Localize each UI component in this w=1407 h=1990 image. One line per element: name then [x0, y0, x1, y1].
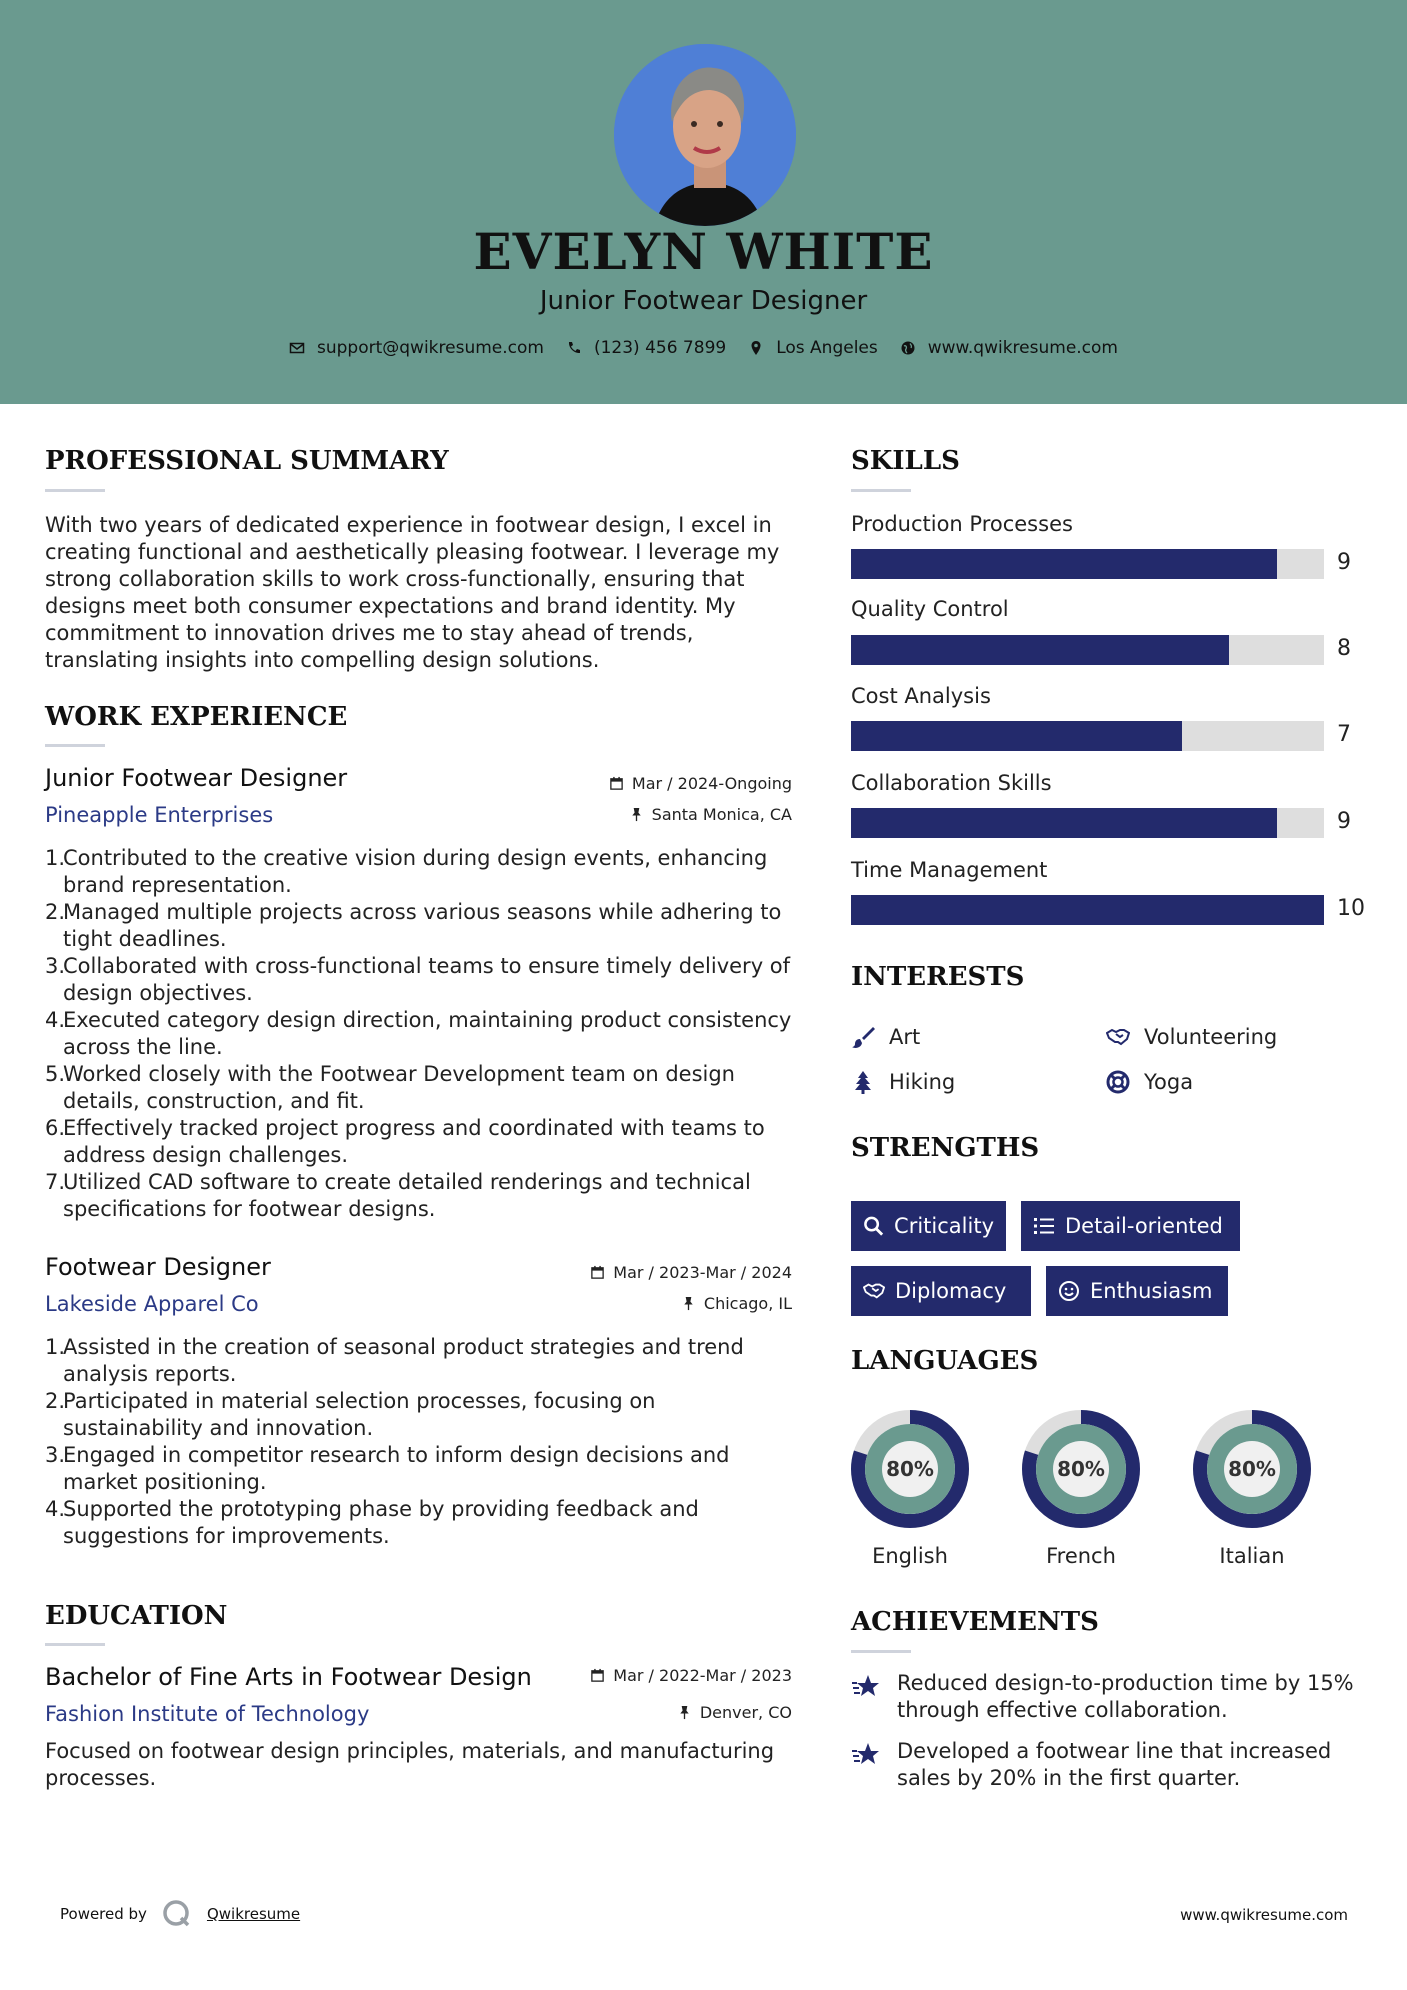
handshake-icon — [863, 1280, 885, 1302]
skills-divider — [851, 489, 911, 492]
list-item — [45, 1007, 795, 1061]
experience-divider — [45, 744, 105, 747]
job-dates — [520, 1263, 792, 1282]
list-item — [45, 1388, 795, 1442]
list-number: 3. — [45, 1443, 66, 1467]
skill-bar — [851, 549, 1324, 579]
list-number: 4. — [45, 1008, 66, 1032]
list-item — [45, 1334, 795, 1388]
job-location — [520, 1294, 792, 1313]
job-company: Pineapple Enterprises — [45, 803, 274, 827]
degree-title: Bachelor of Fine Arts in Footwear Design — [45, 1663, 532, 1691]
interest-label: Hiking — [889, 1070, 956, 1094]
list-item — [45, 953, 795, 1007]
job-title: Footwear Designer — [45, 1253, 271, 1281]
candidate-name: EVELYN WHITE — [473, 222, 934, 281]
skill-bar-fill — [851, 635, 1229, 665]
list-text: Worked closely with the Footwear Development team on design details, construction, and fit. — [63, 1062, 735, 1113]
calendar-icon — [590, 1265, 605, 1280]
contact-location-text: Los Angeles — [776, 338, 878, 358]
skill-label: Collaboration Skills — [851, 771, 1052, 795]
globe-icon — [900, 340, 916, 356]
language-label: French — [1046, 1544, 1116, 1568]
education-dates — [520, 1666, 792, 1685]
strength-chip — [851, 1266, 1031, 1316]
envelope-icon — [289, 340, 305, 356]
skill-value: 10 — [1337, 896, 1365, 921]
handshake-icon — [1106, 1025, 1130, 1049]
list-number: 6. — [45, 1116, 66, 1140]
skill-value: 9 — [1337, 550, 1351, 575]
strength-label: Detail-oriented — [1065, 1214, 1223, 1238]
language-donut — [849, 1408, 971, 1530]
skill-label: Production Processes — [851, 512, 1073, 536]
interest-label: Art — [889, 1025, 921, 1049]
summary-heading: PROFESSIONAL SUMMARY — [45, 446, 449, 476]
paintbrush-icon — [851, 1025, 875, 1049]
strength-label: Criticality — [894, 1214, 994, 1238]
interest-label: Yoga — [1144, 1070, 1194, 1094]
list-number: 4. — [45, 1497, 66, 1521]
interest-item — [851, 1070, 955, 1094]
brand-link[interactable]: Qwikresume — [206, 1905, 301, 1923]
contact-bar — [0, 338, 1407, 358]
job-dates-text: Mar / 2023-Mar / 2024 — [613, 1263, 792, 1282]
skill-value: 9 — [1337, 809, 1351, 834]
list-text: Supported the prototyping phase by providing feedback and suggestions for improvements. — [63, 1497, 699, 1548]
interests-heading: INTERESTS — [851, 962, 1025, 992]
list-text: Effectively tracked project progress and coordinated with teams to address design challenges. — [63, 1116, 765, 1167]
footer-powered-by — [60, 1898, 300, 1930]
contact-phone-text: (123) 456 7899 — [593, 338, 727, 358]
interest-item — [1106, 1070, 1193, 1094]
education-location-text: Denver, CO — [699, 1703, 792, 1722]
list-number: 3. — [45, 954, 66, 978]
school-name: Fashion Institute of Technology — [45, 1702, 370, 1726]
education-location — [520, 1703, 792, 1722]
education-heading: EDUCATION — [45, 1601, 228, 1631]
list-number: 2. — [45, 1389, 66, 1413]
language-label: Italian — [1219, 1544, 1285, 1568]
achievement-item — [851, 1670, 1371, 1724]
map-pin-icon — [748, 340, 764, 356]
portrait-illustration — [614, 44, 796, 226]
skill-label: Cost Analysis — [851, 684, 991, 708]
summary-text: With two years of dedicated experience in footwear design, I excel in creating functional and aesthetically pleasing footwear. I leverage my strong collaboration skills to work cross-functionally, ensuring that designs meet both consumer expectations and brand identity. My commitment to innovation drives me to stay ahead of trends, translating insights into compelling design solutions. — [45, 513, 780, 672]
languages-heading: LANGUAGES — [851, 1346, 1039, 1376]
language-item — [1020, 1408, 1142, 1568]
list-item — [45, 845, 795, 899]
language-item — [1191, 1408, 1313, 1568]
list-text: Participated in material selection processes, focusing on sustainability and innovation. — [63, 1389, 656, 1440]
job-location-text: Santa Monica, CA — [651, 805, 792, 824]
education-text: Focused on footwear design principles, materials, and manufacturing processes. — [45, 1739, 775, 1790]
pushpin-icon — [677, 1705, 692, 1720]
experience-heading: WORK EXPERIENCE — [45, 702, 348, 732]
skill-bar — [851, 721, 1324, 751]
lifering-icon — [1106, 1070, 1130, 1094]
list-text: Contributed to the creative vision during design events, enhancing brand representation. — [63, 846, 768, 897]
list-item — [45, 1496, 795, 1550]
job-title: Junior Footwear Designer — [45, 764, 348, 792]
list-text: Assisted in the creation of seasonal product strategies and trend analysis reports. — [63, 1335, 744, 1386]
strength-chip — [1021, 1201, 1240, 1251]
language-percent: 80% — [1228, 1457, 1276, 1481]
strengths-heading: STRENGTHS — [851, 1133, 1040, 1163]
achievements-divider — [851, 1650, 911, 1653]
list-item — [45, 899, 795, 953]
list-number: 1. — [45, 846, 66, 870]
strength-chip — [851, 1201, 1006, 1251]
phone-icon — [566, 340, 582, 356]
strength-chip — [1046, 1266, 1228, 1316]
language-percent: 80% — [1057, 1457, 1105, 1481]
job-dates-text: Mar / 2024-Ongoing — [631, 774, 792, 793]
achievement-item — [851, 1738, 1371, 1792]
skill-value: 7 — [1337, 722, 1351, 747]
education-dates-text: Mar / 2022-Mar / 2023 — [613, 1666, 792, 1685]
achievement-text: Reduced design-to-production time by 15% through effective collaboration. — [897, 1671, 1354, 1722]
interest-label: Volunteering — [1144, 1025, 1278, 1049]
calendar-icon — [590, 1668, 605, 1683]
avatar — [614, 44, 796, 226]
summary-divider — [45, 489, 105, 492]
star-badge-icon — [851, 1740, 881, 1770]
pushpin-icon — [629, 807, 644, 822]
language-label: English — [872, 1544, 948, 1568]
list-text: Executed category design direction, maintaining product consistency across the line. — [63, 1008, 792, 1059]
contact-website[interactable] — [900, 338, 1118, 358]
job-location-text: Chicago, IL — [703, 1294, 792, 1313]
skills-heading: SKILLS — [851, 446, 960, 476]
list-number: 7. — [45, 1170, 66, 1194]
skill-bar-fill — [851, 808, 1277, 838]
qwikresume-logo-icon — [161, 1898, 193, 1930]
list-item — [45, 1169, 795, 1223]
list-text: Collaborated with cross-functional teams to ensure timely delivery of design objectives. — [63, 954, 791, 1005]
job-bullet-list — [45, 1334, 795, 1550]
list-number: 1. — [45, 1335, 66, 1359]
skill-bar — [851, 895, 1324, 925]
candidate-role: Junior Footwear Designer — [539, 286, 868, 316]
pushpin-icon — [681, 1296, 696, 1311]
list-text: Utilized CAD software to create detailed renderings and technical specifications for footwear designs. — [63, 1170, 751, 1221]
powered-by-text: Powered by — [60, 1905, 147, 1923]
search-icon — [863, 1215, 884, 1237]
language-donut — [1191, 1408, 1313, 1530]
job-bullet-list — [45, 845, 795, 1223]
list-text: Managed multiple projects across various seasons while adhering to tight deadlines. — [63, 900, 782, 951]
contact-email[interactable] — [289, 338, 544, 358]
skill-bar — [851, 635, 1324, 665]
strength-label: Diplomacy — [895, 1279, 1007, 1303]
list-number: 2. — [45, 900, 66, 924]
language-percent: 80% — [886, 1457, 934, 1481]
list-item — [45, 1061, 795, 1115]
interest-item — [851, 1025, 920, 1049]
contact-email-text: support@qwikresume.com — [317, 338, 544, 358]
list-item — [45, 1442, 795, 1496]
calendar-icon — [609, 776, 624, 791]
achievement-text: Developed a footwear line that increased sales by 20% in the first quarter. — [897, 1739, 1332, 1790]
job-dates — [520, 774, 792, 793]
smile-icon — [1058, 1280, 1080, 1302]
contact-phone[interactable] — [566, 338, 726, 358]
skill-bar — [851, 808, 1324, 838]
skill-bar-fill — [851, 895, 1324, 925]
resume-header — [0, 0, 1407, 404]
job-company: Lakeside Apparel Co — [45, 1292, 259, 1316]
contact-location — [748, 338, 878, 358]
skill-value: 8 — [1337, 636, 1351, 661]
contact-website-text: www.qwikresume.com — [927, 338, 1118, 358]
strength-label: Enthusiasm — [1090, 1279, 1213, 1303]
language-donut — [1020, 1408, 1142, 1530]
list-item — [45, 1115, 795, 1169]
skill-bar-fill — [851, 721, 1182, 751]
education-divider — [45, 1643, 105, 1646]
skill-label: Quality Control — [851, 597, 1009, 621]
footer-website[interactable]: www.qwikresume.com — [1180, 1906, 1348, 1924]
list-icon — [1033, 1215, 1055, 1237]
skill-label: Time Management — [851, 858, 1048, 882]
list-number: 5. — [45, 1062, 66, 1086]
job-location — [520, 805, 792, 824]
language-item — [849, 1408, 971, 1568]
skill-bar-fill — [851, 549, 1277, 579]
list-text: Engaged in competitor research to inform design decisions and market positioning. — [63, 1443, 730, 1494]
interest-item — [1106, 1025, 1277, 1049]
star-badge-icon — [851, 1672, 881, 1702]
tree-icon — [851, 1070, 875, 1094]
achievements-heading: ACHIEVEMENTS — [851, 1607, 1099, 1637]
